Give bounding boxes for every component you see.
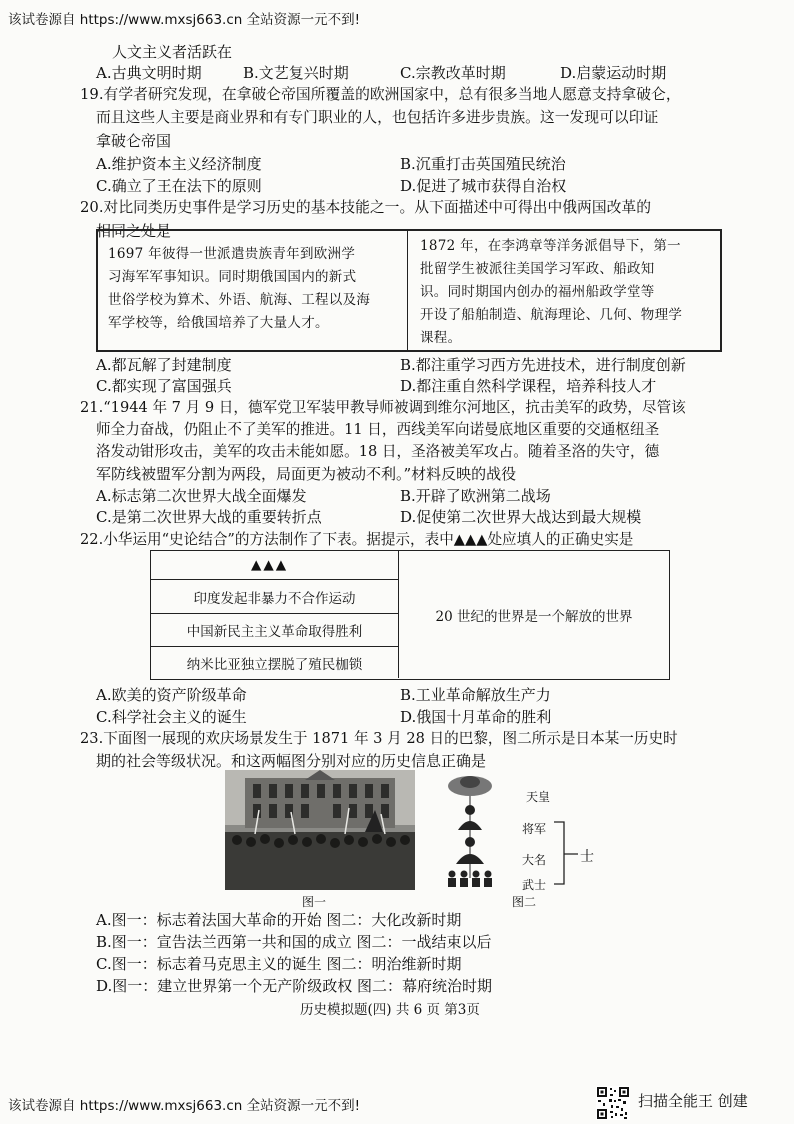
q22-table-row-3: 纳米比亚独立摆脱了殖民枷锁 [151, 647, 399, 678]
q20-china-line-4: 开设了船舶制造、航海理论、几何、物理学 [420, 307, 683, 323]
qr-code-icon [596, 1086, 630, 1120]
q18-option-a: A.古典文明时期 [96, 64, 202, 82]
q21-option-a: A.标志第二次世界大战全面爆发 [96, 487, 307, 505]
q18-option-b: B.文艺复兴时期 [243, 64, 349, 82]
footer-banner: 该试卷源自 https://www.mxsj663.cn 全站资源一元不到! [8, 1098, 361, 1114]
q23-figure-1 [225, 770, 415, 890]
q20-comparison-box [96, 229, 722, 352]
q19-option-a: A.维护资本主义经济制度 [96, 155, 262, 173]
hierarchy-figures-illustration [440, 768, 500, 893]
q23-figure-1-caption: 图一 [302, 895, 327, 909]
q19-line-2: 而且这些人主要是商业界和有专门职业的人，也包括许多进步贵族。这一发现可以印证 [96, 109, 659, 126]
q20-russia-line-4: 军学校等，给俄国培养了大量人才。 [108, 315, 329, 331]
q23-option-c: C.图一：标志着马克思主义的诞生 图二：明治维新时期 [96, 955, 462, 973]
q20-option-c: C.都实现了富国强兵 [96, 377, 232, 395]
q20-china-line-1: 1872 年，在李鸿章等洋务派倡导下，第一 [420, 238, 681, 254]
hierarchy-brace-icon [552, 814, 582, 894]
q22-line: 22.小华运用“史论结合”的方法制作了下表。据提示，表中▲▲▲处应填人的正确史实是 [80, 531, 634, 548]
q23-option-b: B.图一：宣告法兰西第一共和国的成立 图二：一战结束以后 [96, 933, 492, 951]
page-footer: 历史模拟题(四) 共 6 页 第3页 [300, 1002, 480, 1018]
q21-option-d: D.促使第二次世界大战达到最大规模 [400, 508, 642, 526]
q20-line-1: 20.对比同类历史事件是学习历史的基本技能之一。从下面描述中可得出中俄两国改革的 [80, 199, 652, 216]
q18-option-c: C.宗教改革时期 [400, 64, 506, 82]
q22-option-c: C.科学社会主义的诞生 [96, 708, 247, 726]
q22-table [150, 550, 670, 680]
q20-china-line-5: 课程。 [420, 330, 462, 346]
q20-line-2: 相同之处是 [96, 222, 172, 240]
q22-option-a: A.欧美的资产阶级革命 [96, 686, 247, 704]
q20-option-b: B.都注重学习西方先进技术，进行制度创新 [400, 356, 686, 374]
hierarchy-label-samurai: 武士 [522, 878, 547, 892]
q18-option-d: D.启蒙运动时期 [560, 64, 667, 82]
q20-russia-line-1: 1697 年彼得一世派遣贵族青年到欧洲学 [108, 246, 356, 262]
q19-line-1: 19.有学者研究发现，在拿破仑帝国所覆盖的欧洲国家中，总有很多当地人愿意支持拿破仑， [80, 86, 681, 103]
q22-option-d: D.俄国十月革命的胜利 [400, 708, 552, 726]
q18-tail: 人文主义者活跃在 [112, 43, 233, 61]
q22-table-conclusion: 20 世纪的世界是一个解放的世界 [435, 608, 633, 625]
scanner-label: 扫描全能王 创建 [638, 1092, 748, 1110]
q20-option-a: A.都瓦解了封建制度 [96, 356, 232, 374]
q21-line-1: 21.“1944 年 7 月 9 日，德军党卫军装甲教导师被调到维尔河地区，抗击美军的政势，尽管该 [80, 399, 686, 416]
hierarchy-label-emperor: 天皇 [526, 790, 551, 804]
q20-russia-line-2: 习海军军事知识。同时期俄国国内的新式 [108, 269, 357, 285]
q20-russia-text [98, 231, 408, 350]
q20-china-line-3: 识。同时期国内创办的福州船政学堂等 [420, 284, 655, 300]
header-banner: 该试卷源自 https://www.mxsj663.cn 全站资源一元不到! [8, 12, 361, 28]
q23-line-1: 23.下面图一展现的欢庆场景发生于 1871 年 3 月 28 日的巴黎，图二所示是日本某一历史时 [80, 730, 678, 747]
q19-option-b: B.沉重打击英国殖民统治 [400, 155, 566, 173]
q23-figure-2 [440, 768, 600, 893]
q23-figure-2-caption: 图二 [512, 895, 537, 909]
q19-line-3: 拿破仑帝国 [96, 132, 172, 150]
q21-option-c: C.是第二次世界大战的重要转折点 [96, 508, 322, 526]
q20-russia-line-3: 世俗学校为算术、外语、航海、工程以及海 [108, 292, 371, 308]
q23-option-d: D.图一：建立世界第一个无产阶级政权 图二：幕府统治时期 [96, 977, 493, 995]
q23-line-2: 期的社会等级状况。和这两幅图分别对应的历史信息正确是 [96, 752, 487, 770]
q23-option-a: A.图一：标志着法国大革命的开始 图二：大化改新时期 [96, 911, 462, 929]
q20-option-d: D.都注重自然科学课程，培养科技人才 [400, 377, 657, 395]
q19-option-d: D.促进了城市获得自治权 [400, 177, 567, 195]
q20-china-text [410, 231, 720, 350]
q21-line-3: 洛发动钳形攻击，美军的攻击未能如愿。18 日，圣洛被美军攻占。随着圣洛的失守，德 [96, 443, 660, 460]
q21-line-4: 军防线被盟军分割为两段，局面更为被动不利。”材料反映的战役 [96, 465, 517, 483]
q22-table-row-1: 印度发起非暴力不合作运动 [151, 580, 399, 614]
q22-option-b: B.工业革命解放生产力 [400, 686, 551, 704]
hierarchy-brace-label: 士 [580, 849, 594, 865]
q19-option-c: C.确立了王在法下的原则 [96, 177, 262, 195]
q22-table-head: ▲▲▲ [151, 551, 399, 580]
q21-line-2: 师全力奋战，仍阻止不了美军的推进。11 日，西线美军向诺曼底地区重要的交通枢纽圣 [96, 421, 660, 438]
q21-option-b: B.开辟了欧洲第二战场 [400, 487, 551, 505]
q22-table-row-2: 中国新民主主义革命取得胜利 [151, 614, 399, 647]
hierarchy-label-shogun: 将军 [522, 822, 547, 836]
hierarchy-label-daimyo: 大名 [522, 853, 547, 867]
paris-celebration-illustration [225, 770, 415, 890]
q20-china-line-2: 批留学生被派往美国学习军政、船政知 [420, 261, 655, 277]
